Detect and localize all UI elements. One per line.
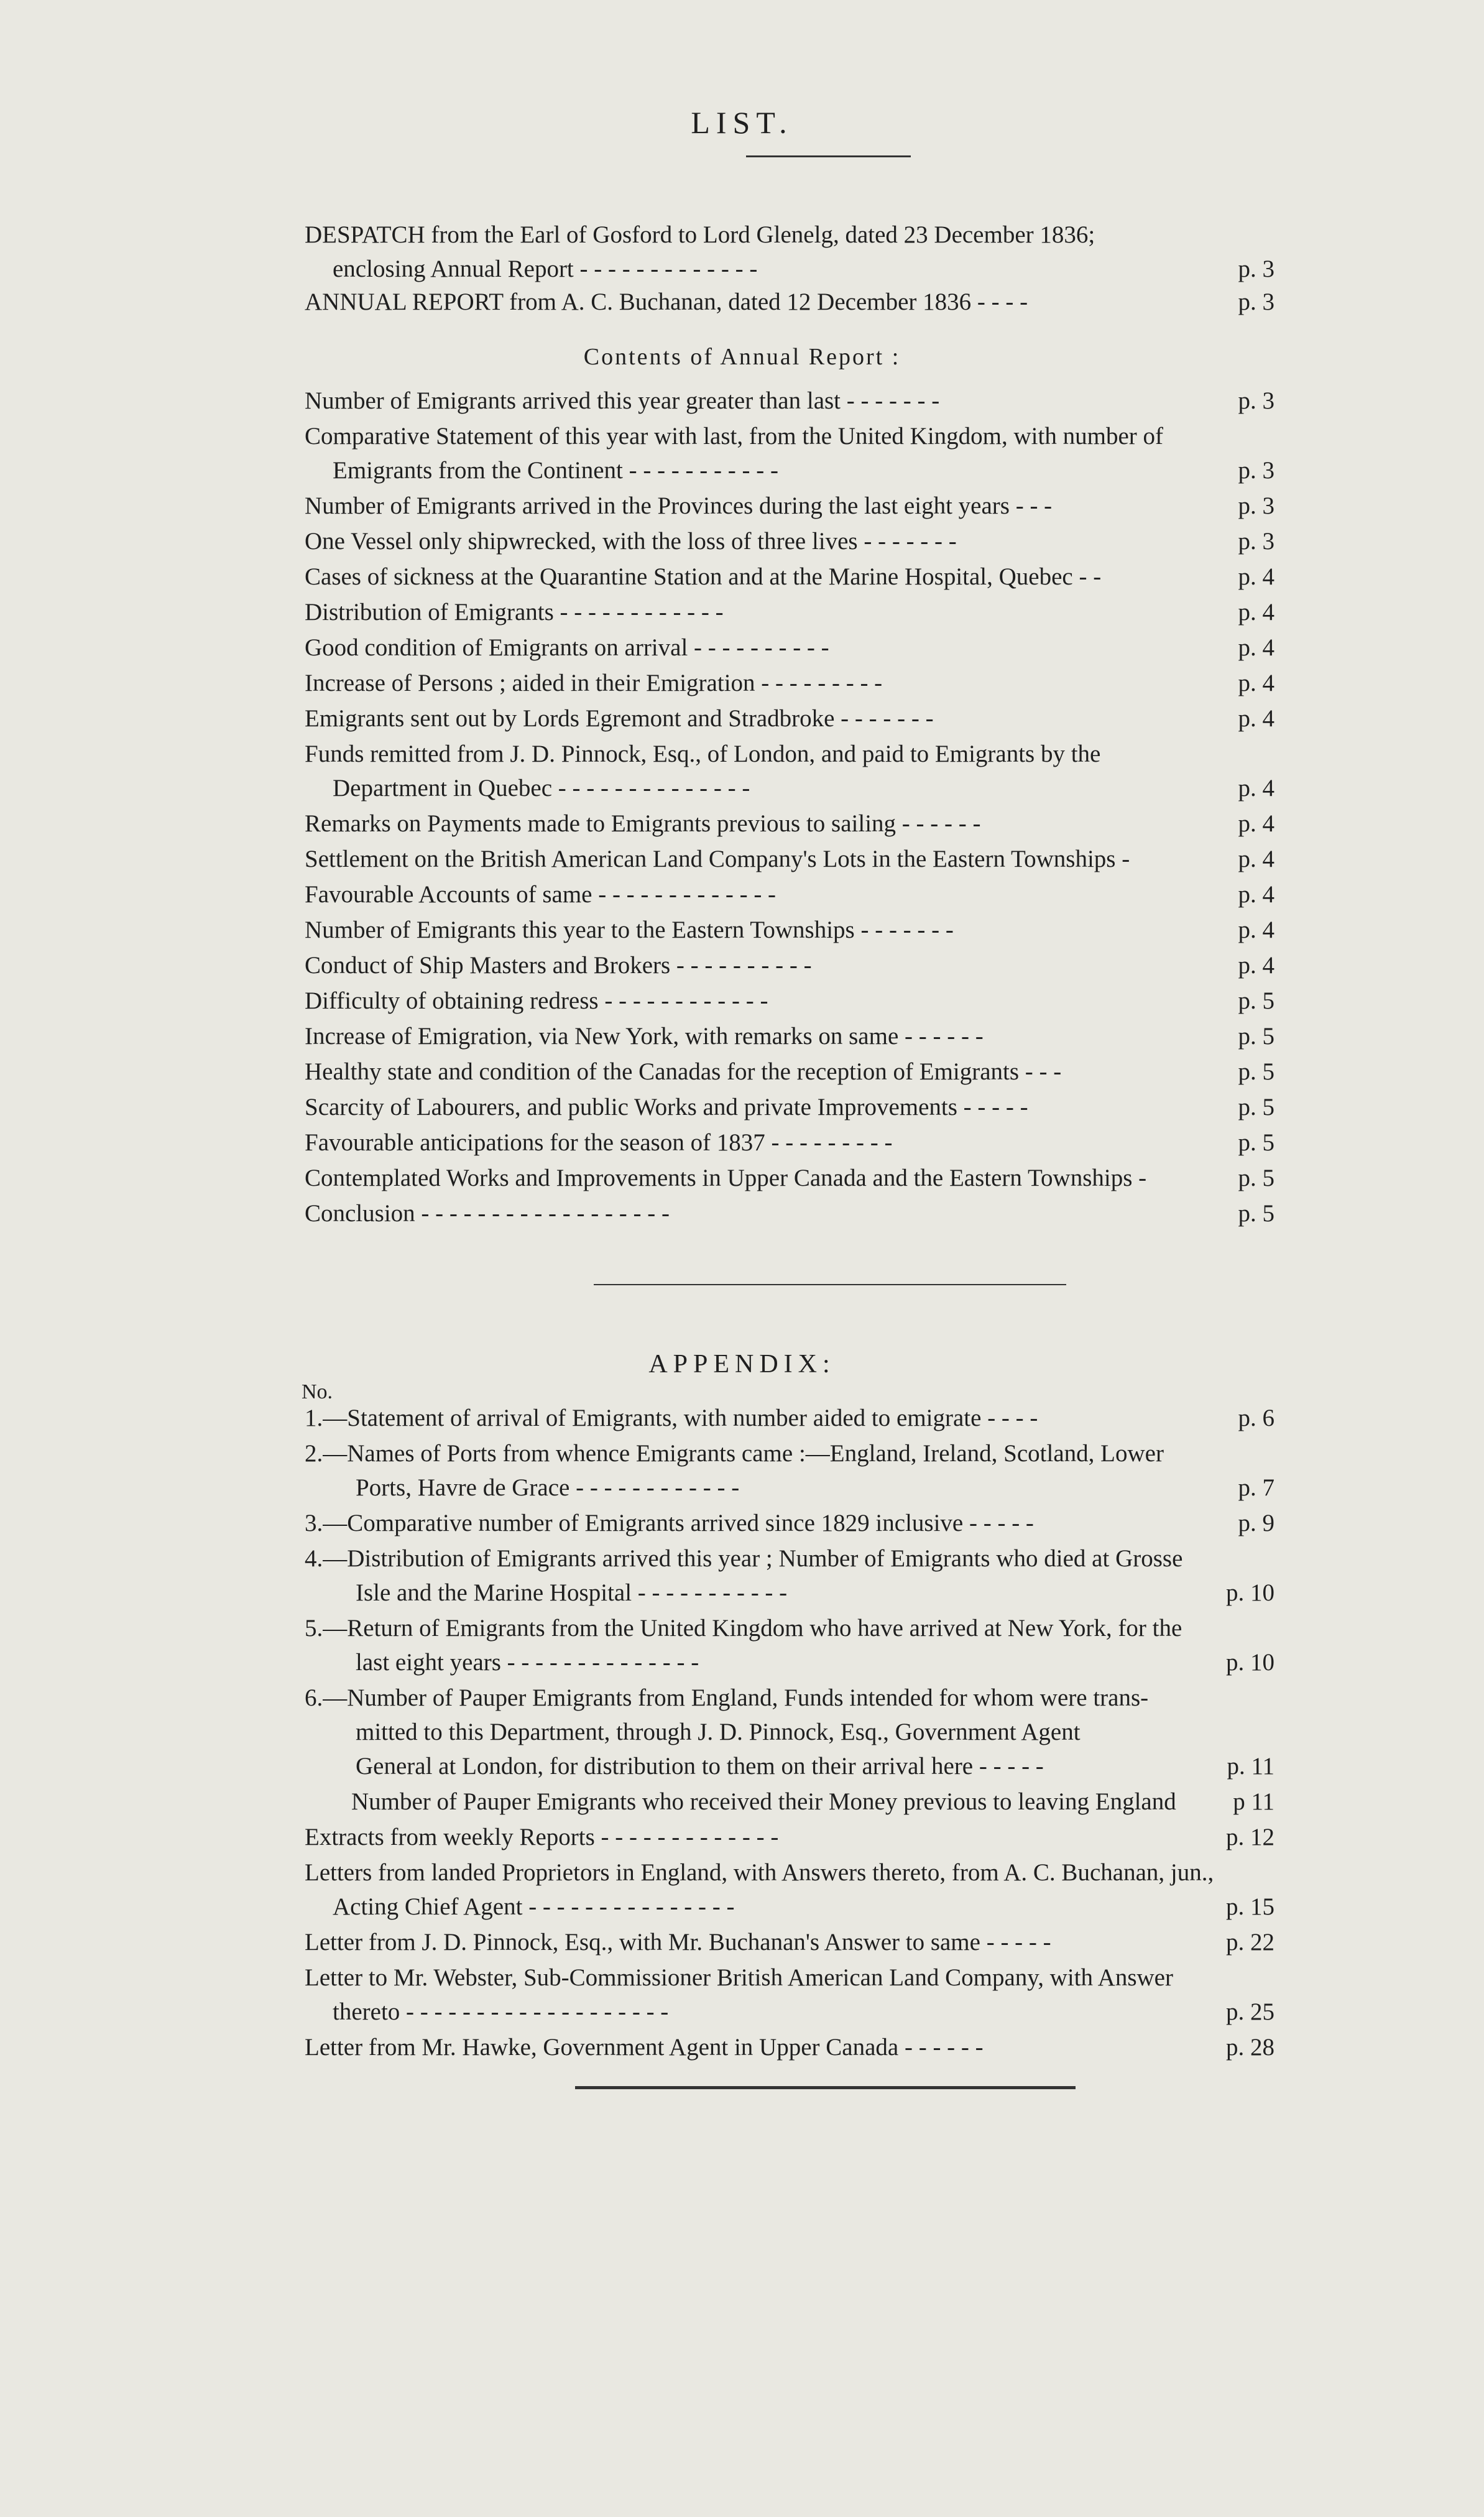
appendix-entry-page: p 11	[1233, 1788, 1274, 1815]
appendix-entry	[351, 1785, 1274, 1819]
number-label: No.	[302, 1380, 333, 1403]
contents-entry-line-1: Comparative Statement of this year with last, from the United Kingdom, with number of	[305, 423, 1163, 450]
contents-entry	[305, 948, 1274, 982]
contents-entry-line-1: Increase of Emigration, via New York, with remarks on same - - - - - -	[305, 1023, 984, 1050]
despatch-line2: enclosing Annual Report - - - - - - - - - - - - -	[333, 256, 758, 282]
contents-entry	[305, 419, 1274, 487]
contents-entry-line-2: Department in Quebec - - - - - - - - - - - - - -	[333, 775, 750, 801]
appendix-entry-page: p. 25	[1226, 1998, 1274, 2025]
appendix-entry	[305, 1541, 1274, 1610]
contents-entry-page: p. 3	[1238, 528, 1274, 555]
contents-entry-line-1: Favourable anticipations for the season of 1837 - - - - - - - - -	[305, 1129, 893, 1156]
contents-entry-page: p. 4	[1238, 917, 1274, 943]
appendix-entry-line-2: thereto - - - - - - - - - - - - - - - - - - -	[333, 1998, 669, 2025]
contents-entry	[305, 1055, 1274, 1089]
appendix-entry-line-1: Letter to Mr. Webster, Sub-Commissioner British American Land Company, with Answer	[305, 1964, 1173, 1991]
appendix-entry-page: p. 6	[1238, 1405, 1274, 1431]
contents-entry-line-1: Number of Emigrants arrived this year greater than last - - - - - - -	[305, 387, 940, 414]
appendix-entry-page: p. 11	[1227, 1753, 1274, 1780]
annual-report-entry	[305, 285, 1274, 319]
contents-entry-line-1: Increase of Persons ; aided in their Emigration - - - - - - - - -	[305, 670, 883, 696]
appendix-entry-line-1: 6.—Number of Pauper Emigrants from England, Funds intended for whom were trans-	[305, 1684, 1149, 1711]
contents-entry-page: p. 5	[1238, 1094, 1274, 1120]
contents-entry-line-1: Number of Emigrants arrived in the Provinces during the last eight years - - -	[305, 492, 1053, 519]
appendix-entry	[305, 1820, 1274, 1854]
contents-entry-page: p. 4	[1238, 599, 1274, 626]
title-rule	[746, 155, 911, 157]
annual-report-page: p. 3	[1238, 289, 1274, 315]
contents-entry-page: p. 3	[1238, 492, 1274, 519]
contents-entry	[305, 913, 1274, 947]
contents-entry-page: p. 3	[1238, 457, 1274, 484]
contents-entry-page: p. 4	[1238, 881, 1274, 908]
contents-entry	[305, 1090, 1274, 1124]
contents-entry-page: p. 5	[1238, 1023, 1274, 1050]
contents-heading: Contents of Annual Report :	[583, 344, 901, 370]
contents-entry-line-1: Favourable Accounts of same - - - - - - - - - - - - -	[305, 881, 777, 908]
appendix-entry-line-2: mitted to this Department, through J. D. Pinnock, Esq., Government Agent	[356, 1719, 1081, 1745]
contents-entry-line-2: Emigrants from the Continent - - - - - - - - - - -	[333, 457, 778, 484]
contents-entry	[305, 806, 1274, 841]
appendix-heading: APPENDIX:	[648, 1350, 836, 1379]
appendix-entry-line-2: Ports, Havre de Grace - - - - - - - - - - - -	[356, 1474, 740, 1501]
contents-entry-page: p. 4	[1238, 634, 1274, 661]
appendix-entry-page: p. 7	[1238, 1474, 1274, 1501]
appendix-entry-line-1: Letter from Mr. Hawke, Government Agent in Upper Canada - - - - - -	[305, 2034, 984, 2061]
contents-entry-page: p. 5	[1238, 1129, 1274, 1156]
despatch-page: p. 3	[1238, 256, 1274, 282]
contents-entry-page: p. 4	[1238, 952, 1274, 979]
appendix-entry-line-1: 3.—Comparative number of Emigrants arrived since 1829 inclusive - - - - -	[305, 1510, 1034, 1536]
contents-entry	[305, 666, 1274, 700]
contents-entry-page: p. 4	[1238, 846, 1274, 872]
appendix-entry	[305, 1925, 1274, 1959]
contents-entry	[305, 877, 1274, 912]
appendix-entry-page: p. 15	[1226, 1893, 1274, 1920]
appendix-entry-line-2: last eight years - - - - - - - - - - - - - -	[356, 1649, 699, 1676]
appendix-entry	[305, 1436, 1274, 1505]
appendix-entry	[305, 1506, 1274, 1540]
contents-entry-page: p. 5	[1238, 1165, 1274, 1191]
contents-entry-line-1: Conclusion - - - - - - - - - - - - - - - - - -	[305, 1200, 670, 1227]
contents-entry	[305, 842, 1274, 876]
annual-report-line1: ANNUAL REPORT from A. C. Buchanan, dated 12 December 1836 - - - -	[305, 289, 1028, 315]
contents-entry	[305, 524, 1274, 558]
contents-entry-line-1: Conduct of Ship Masters and Brokers - - - - - - - - - -	[305, 952, 812, 979]
appendix-entry-line-1: 4.—Distribution of Emigrants arrived this year ; Number of Emigrants who died at Grosse	[305, 1545, 1183, 1572]
contents-entry-line-1: Number of Emigrants this year to the Eastern Townships - - - - - - -	[305, 917, 954, 943]
contents-entry-line-1: Emigrants sent out by Lords Egremont and Stradbroke - - - - - - -	[305, 705, 934, 732]
contents-entry-line-1: Cases of sickness at the Quarantine Station and at the Marine Hospital, Quebec - -	[305, 563, 1102, 590]
appendix-entry	[305, 1681, 1274, 1783]
appendix-entry-line-1: 5.—Return of Emigrants from the United Kingdom who have arrived at New York, for the	[305, 1615, 1182, 1642]
contents-entry-line-1: Settlement on the British American Land Company's Lots in the Eastern Townships -	[305, 846, 1130, 872]
appendix-entry-page: p. 28	[1226, 2034, 1274, 2061]
contents-entry	[305, 595, 1274, 629]
contents-entry	[305, 560, 1274, 594]
appendix-entry-page: p. 10	[1226, 1579, 1274, 1606]
contents-entry	[305, 1196, 1274, 1231]
appendix-entry	[305, 1611, 1274, 1679]
contents-entry-line-1: Funds remitted from J. D. Pinnock, Esq., of London, and paid to Emigrants by the	[305, 741, 1101, 767]
appendix-entry	[305, 2030, 1274, 2064]
contents-entry-page: p. 4	[1238, 705, 1274, 732]
contents-entry-page: p. 5	[1238, 987, 1274, 1014]
contents-entry	[305, 737, 1274, 805]
appendix-entry-line-2: Acting Chief Agent - - - - - - - - - - - - - - -	[333, 1893, 735, 1920]
contents-entry	[305, 384, 1274, 418]
appendix-entry-page: p. 10	[1226, 1649, 1274, 1676]
contents-entry-page: p. 4	[1238, 563, 1274, 590]
contents-entry-line-1: One Vessel only shipwrecked, with the loss of three lives - - - - - - -	[305, 528, 957, 555]
despatch-entry	[305, 218, 1274, 286]
appendix-entry-page: p. 22	[1226, 1929, 1274, 1956]
contents-entry-line-1: Contemplated Works and Improvements in Upper Canada and the Eastern Townships -	[305, 1165, 1147, 1191]
contents-entry	[305, 984, 1274, 1018]
appendix-entry-line-1: Number of Pauper Emigrants who received their Money previous to leaving England	[351, 1788, 1176, 1815]
appendix-entry-line-1: 1.—Statement of arrival of Emigrants, with number aided to emigrate - - - -	[305, 1405, 1038, 1431]
contents-entry-page: p. 4	[1238, 670, 1274, 696]
contents-entry	[305, 630, 1274, 665]
contents-entry-page: p. 5	[1238, 1058, 1274, 1085]
contents-entry-page: p. 5	[1238, 1200, 1274, 1227]
appendix-entry	[305, 1960, 1274, 2029]
contents-entry	[305, 1161, 1274, 1195]
contents-entry-line-1: Healthy state and condition of the Canadas for the reception of Emigrants - - -	[305, 1058, 1062, 1085]
appendix-entry-line-1: Extracts from weekly Reports - - - - - - - - - - - - -	[305, 1824, 779, 1850]
appendix-entry-line-1: 2.—Names of Ports from whence Emigrants came :—England, Ireland, Scotland, Lower	[305, 1440, 1164, 1467]
contents-entry-page: p. 4	[1238, 775, 1274, 801]
appendix-entry-line-2: Isle and the Marine Hospital - - - - - - - - - - -	[356, 1579, 788, 1606]
contents-entry-line-1: Remarks on Payments made to Emigrants previous to sailing - - - - - -	[305, 810, 981, 837]
appendix-entry	[305, 1855, 1274, 1924]
appendix-entry-line-3: General at London, for distribution to them on their arrival here - - - - -	[356, 1753, 1044, 1780]
contents-entry	[305, 1019, 1274, 1053]
appendix-entry	[305, 1401, 1274, 1435]
contents-entry	[305, 701, 1274, 736]
contents-entry-line-1: Difficulty of obtaining redress - - - - - - - - - - - -	[305, 987, 768, 1014]
contents-entry-line-1: Scarcity of Labourers, and public Works and private Improvements - - - - -	[305, 1094, 1028, 1120]
appendix-entry-line-1: Letters from landed Proprietors in England, with Answers thereto, from A. C. Buchanan, jun.,	[305, 1859, 1214, 1886]
appendix-entry-line-1: Letter from J. D. Pinnock, Esq., with Mr. Buchanan's Answer to same - - - - -	[305, 1929, 1051, 1956]
section-divider	[594, 1284, 1066, 1285]
contents-entry	[305, 489, 1274, 523]
contents-entry-page: p. 3	[1238, 387, 1274, 414]
contents-entry-line-1: Distribution of Emigrants - - - - - - - - - - - -	[305, 599, 724, 626]
appendix-entry-page: p. 9	[1238, 1510, 1274, 1536]
end-rule	[575, 2086, 1076, 2089]
page-title: LIST.	[691, 105, 793, 140]
contents-entry-line-1: Good condition of Emigrants on arrival - - - - - - - - - -	[305, 634, 829, 661]
despatch-line1: DESPATCH from the Earl of Gosford to Lord Glenelg, dated 23 December 1836;	[305, 221, 1095, 248]
contents-entry-page: p. 4	[1238, 810, 1274, 837]
contents-entry	[305, 1125, 1274, 1160]
appendix-entry-page: p. 12	[1226, 1824, 1274, 1850]
